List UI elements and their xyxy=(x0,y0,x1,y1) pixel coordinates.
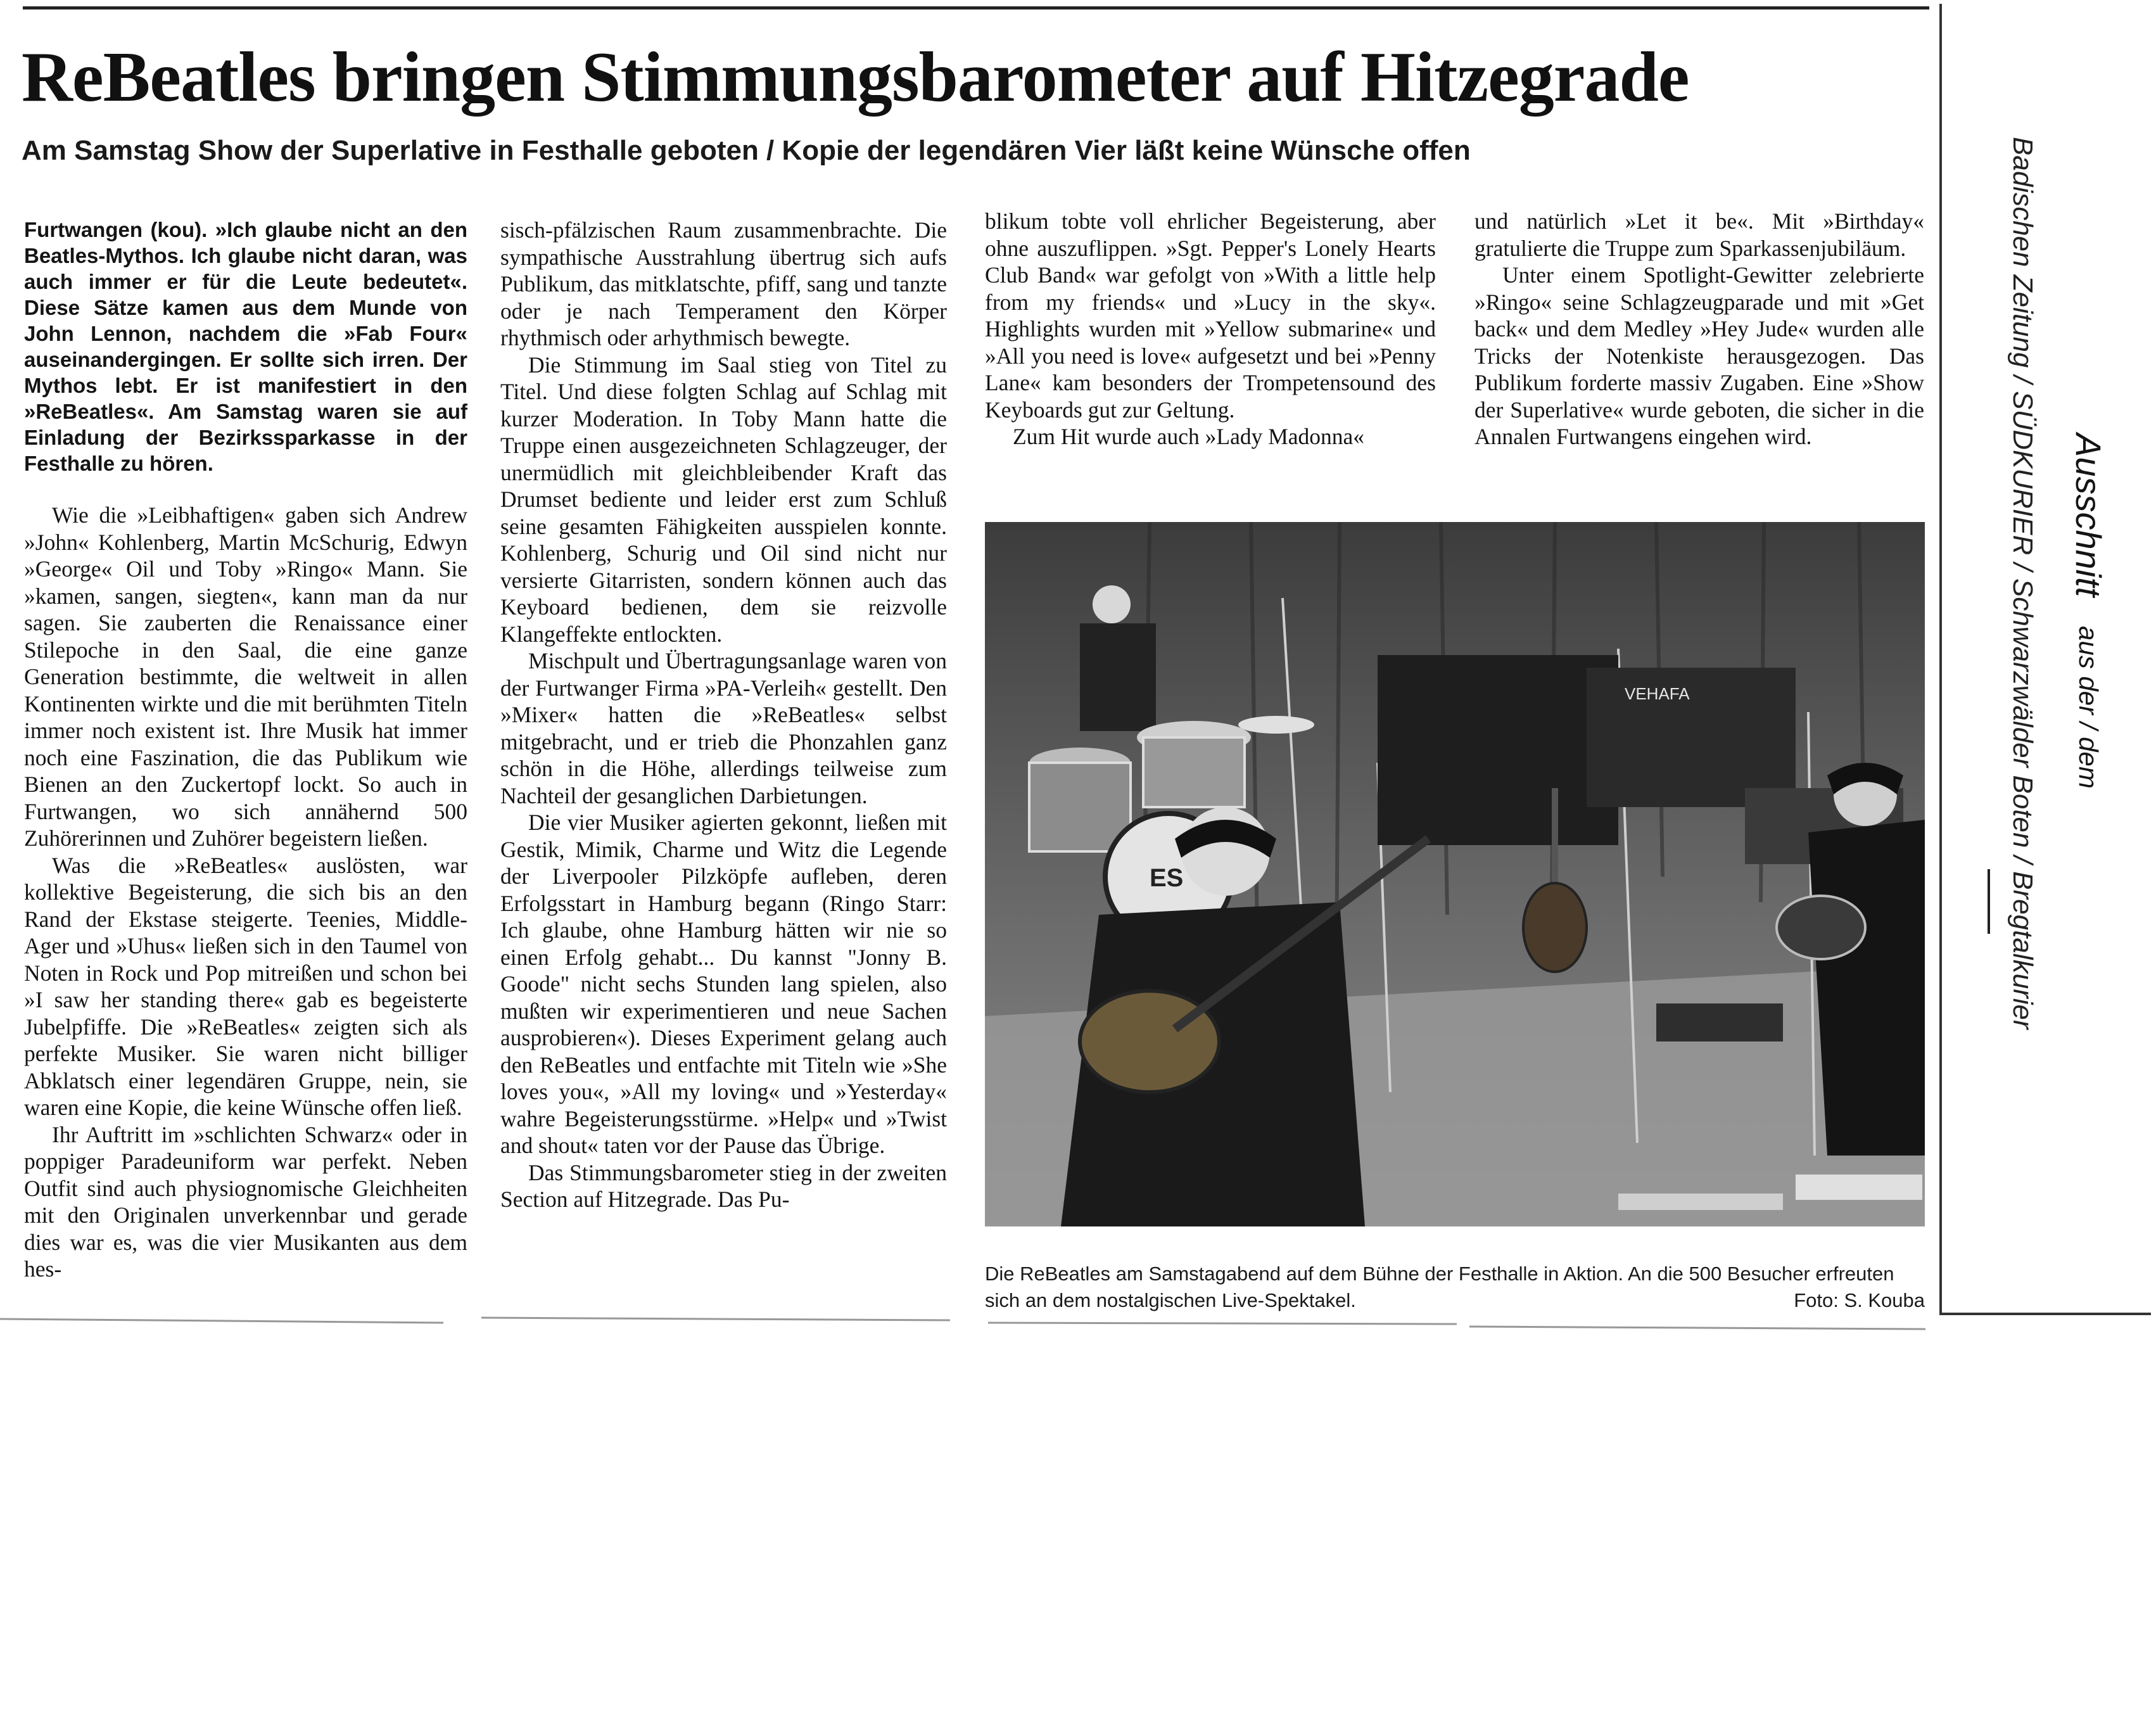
subheadline: Am Samstag Show der Superlative in Festhalle geboten / Kopie der legendären Vier läßt keine Wünsche offen xyxy=(22,135,1471,166)
article-column-2 xyxy=(500,217,947,1213)
photo-credit: Foto: S. Kouba xyxy=(1794,1289,1925,1311)
photo-caption xyxy=(985,1261,1925,1314)
paragraph: und natürlich »Let it be«. Mit »Birthday« gratulierte die Truppe zum Sparkassenjubiläum. xyxy=(1474,208,1924,261)
clipping-source: Badischen Zeitung / SÜDKURIER / Schwarzwälder Boten / Bregtalkurier xyxy=(2007,137,2038,1029)
source-underline xyxy=(1988,869,1990,934)
paragraph: Die vier Musiker agierten gekonnt, ließen mit Gestik, Mimik, Charme und Witz die Legende der Liverpooler Pilzköpfe aufleben, deren Erfolgsstart in Hamburg begann (Ringo Starr: Ich glaube, ohne Hamburg hätten wir nie so einen Erfolg gehabt... Du kannst "Jonny B. Goode" nicht sechs Stunden lang spielen, also mußten wir experimentieren und neue Sachen ausprobieren«). Dieses Experiment gelang auch den ReBeatles und entfachte mit Titeln wie »She loves you«, »All my loving« und »Yesterday« wahre Begeisterungsstürme. »Help« und »Twist and shout« taten vor der Pause das Übrige. xyxy=(500,810,947,1158)
bottom-edge-noise xyxy=(0,1314,1925,1352)
article-column-4 xyxy=(1474,208,1924,450)
clipping-frame xyxy=(1939,4,2151,1315)
paragraph: Das Stimmungsbarometer stieg in der zweiten Section auf Hitzegrade. Das Pu- xyxy=(500,1159,947,1212)
paragraph: Die Stimmung im Saal stieg von Titel zu Titel. Und diese folgten Schlag auf Schlag mit kurzer Moderation. In Toby Mann hatte die Truppe einen ausgezeichneten Schlagzeuger, der unermüdlich mit gleichbleibender Kraft das Drumset bediente und leider erst zum Schluß seine gesamten Fähigkeiten ausspielen konnte. Kohlenberg, Schurig und Oil sind nicht nur versierte Gitarristen, sondern können auch das Keyboard bedienen, dem sie reizvolle Klangeffekte entlockten. xyxy=(500,352,947,647)
concert-photo-drawing xyxy=(985,522,1925,1226)
paragraph: sisch-pfälzischen Raum zusammenbrachte. Die sympathische Ausstrahlung übertrug sich aufs Publikum, das mitklatschte, pfiff, sang und tanzte oder je nach Temperament den Körper rhythmisch oder arhythmisch bewegte. xyxy=(500,217,947,350)
svg-text:ES: ES xyxy=(1150,864,1184,892)
amp-label: VEHAFA xyxy=(1625,684,1690,703)
concert-photo xyxy=(985,522,1925,1226)
paragraph: Ihr Auftritt im »schlichten Schwarz« oder in poppiger Paradeuniform war perfekt. Neben Outfit sind auch physiognomische Gleichheiten mit den Originalen unverkennbar und gerade dies war es, was die vier Musikanten aus dem hes- xyxy=(24,1121,467,1282)
article-column-3 xyxy=(985,208,1436,450)
paragraph: Was die »ReBeatles« auslösten, war kollektive Begeisterung, die sich bis an den Rand der Ekstase steigerte. Teenies, Middle-Ager und »Uhus« ließen sich in den Taumel von Noten in Rock und Pop mitreißen und schon bei »I saw her standing there« gab es begeisterte Jubelpfiffe. Die »ReBeatles« zeigten sich als perfekte Musiker. Sie waren nicht billiger Abklatsch einer legendären Gruppe, nein, sie waren eine Kopie, die keine Wünsche offen ließ. xyxy=(24,852,467,1120)
paragraph: blikum tobte voll ehrlicher Begeisterung, aber ohne auszuflippen. »Sgt. Pepper's Lonely Hearts Club Band« war gefolgt von »With a little help from my friends« und »Lucy in the sky«. Highlights wurden mit »Yellow submarine« und »All you need is love« aufgesetzt und bei »Penny Lane« kam besonders der Trompetensound des Keyboards gut zur Geltung. xyxy=(985,208,1436,423)
paragraph: Mischpult und Übertragungsanlage waren von der Furtwanger Firma »PA-Verleih« gestellt. Den »Mixer« hatten die »ReBeatles« selbst mitgebracht, und er trieb die Phonzahlen ganz schön in die Höhe, allerdings teilweise zum Nachteil der gesanglichen Darbietungen. xyxy=(500,648,947,808)
top-rule xyxy=(23,6,1929,10)
article-column-1 xyxy=(24,217,467,1283)
paragraph: Unter einem Spotlight-Gewitter zelebrierte »Ringo« seine Schlagzeugparade und mit »Get back« und dem Medley »Hey Jude« wurden alle Tricks der Notenkiste herausgezogen. Das Publikum forderte massiv Zugaben. Eine »Show der Superlative« wurde geboten, die sicher in die Annalen Furtwangens eingehen wird. xyxy=(1474,262,1924,449)
clipping-stamp-title: Ausschnitt aus der / dem xyxy=(2069,433,2108,789)
headline: ReBeatles bringen Stimmungsbarometer auf Hitzegrade xyxy=(22,38,1689,117)
caption-text: Die ReBeatles am Samstagabend auf dem Bühne der Festhalle in Aktion. An die 500 Besucher erfreuten sich an dem nostalgischen Live-Spektakel. xyxy=(985,1263,1894,1311)
paragraph: Zum Hit wurde auch »Lady Madonna« xyxy=(1013,424,1365,449)
paragraph: Wie die »Leibhaftigen« gaben sich Andrew »John« Kohlenberg, Martin McSchurig, Edwyn »George« Oil und Toby »Ringo« Mann. Sie »kamen, sangen, siegten«, kann man da nur sagen. Sie zauberten die Renaissance einer Stilepoche in den Saal, die eine ganze Generation bestimmte, die weltweit in allen Kontinenten wirkte und die mit berühmten Titeln immer noch existent ist. Ihre Musik hat immer noch eine Faszination, die das Publikum wie Bienen an den Zuckertopf lockt. So auch in Furtwangen, wo sich annähernd 500 Zuhörerinnen und Zuhörer begeistern ließen. xyxy=(24,502,467,851)
lead-paragraph: Furtwangen (kou). »Ich glaube nicht an den Beatles-Mythos. Ich glaube nicht daran, was auch immer er für die Leute bedeutet«. Diese Sätze kamen aus dem Munde von John Lennon, nachdem die »Fab Four« auseinandergingen. Er sollte sich irren. Der Mythos lebt. Er ist manifestiert in den »ReBeatles«. Am Samstag waren sie auf Einladung der Bezirkssparkasse in der Festhalle zu hören. xyxy=(24,218,467,475)
